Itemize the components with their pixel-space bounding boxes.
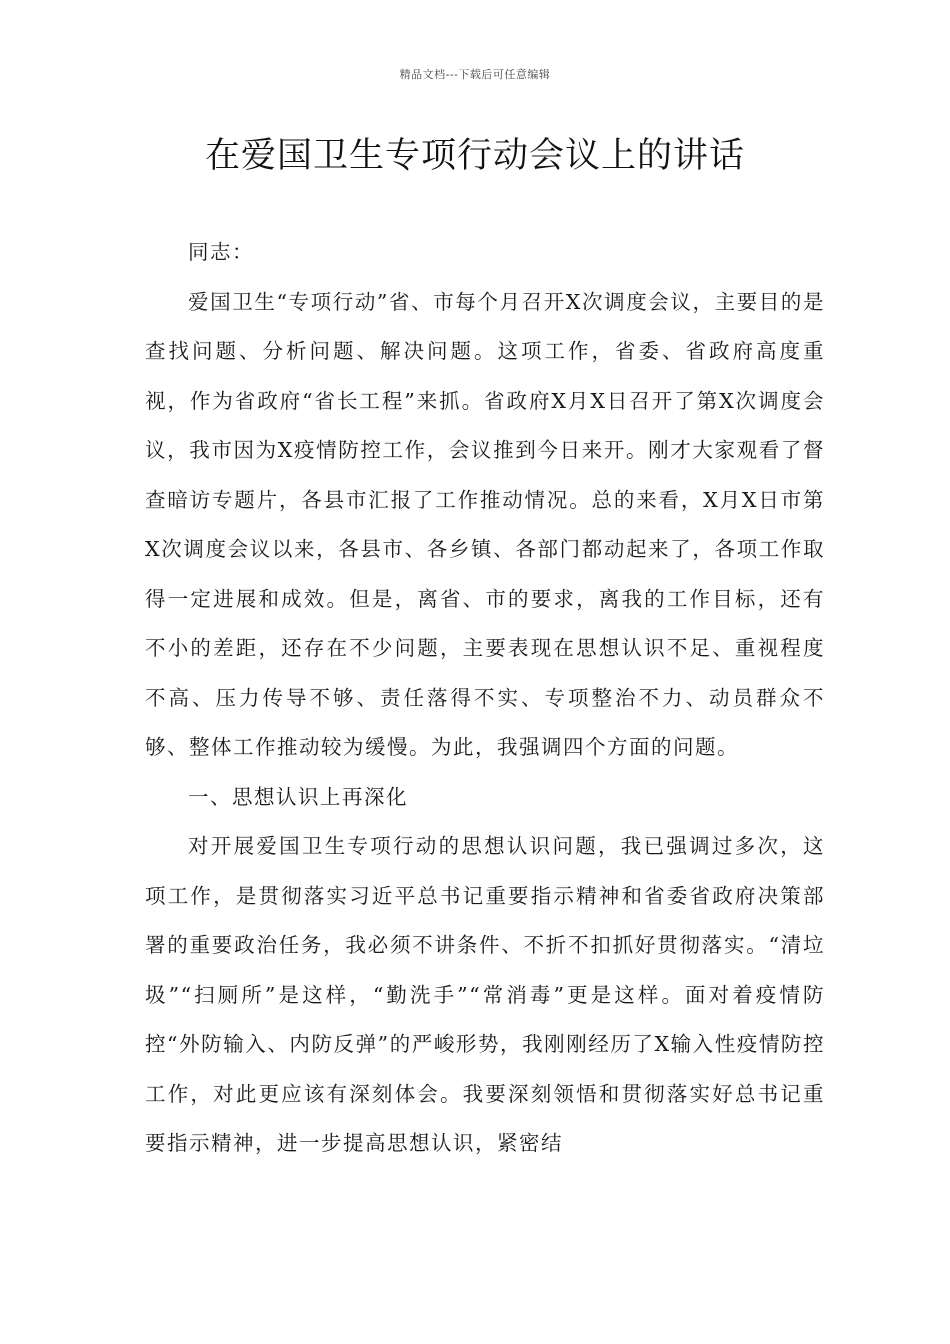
paragraph-section-1: 对开展爱国卫生专项行动的思想认识问题，我已强调过多次，这项工作，是贯彻落实习近平总书记重要指示精神和省委省政府决策部署的重要政治任务，我必须不讲条件、不折不扣抓好贯彻落实。“清垃圾”“扫厕所”是这样，“勤洗手”“常消毒”更是这样。面对着疫情防控“外防输入、内防反弹”的严峻形势，我刚刚经历了X输入性疫情防控工作，对此更应该有深刻体会。我要深刻领悟和贯彻落实好总书记重要指示精神，进一步提高思想认识，紧密结 — [145, 834, 825, 1155]
document-body — [145, 228, 825, 1169]
salutation: 同志： — [188, 240, 255, 264]
section-heading-1: 一、思想认识上再深化 — [188, 784, 409, 809]
paragraph-intro: 爱国卫生“专项行动”省、市每个月召开X次调度会议，主要目的是查找问题、分析问题、解决问题。这项工作，省委、省政府高度重视，作为省政府“省长工程”来抓。省政府X月X日召开了第X次调度会议，我市因为X疫情防控工作，会议推到今日来开。刚才大家观看了督查暗访专题片，各县市汇报了工作推动情况。总的来看，X月X日市第X次调度会议以来，各县市、各乡镇、各部门都动起来了，各项工作取得一定进展和成效。但是，离省、市的要求，离我的工作目标，还有不小的差距，还存在不少问题，主要表现在思想认识不足、重视程度不高、压力传导不够、责任落得不实、专项整治不力、动员群众不够、整体工作推动较为缓慢。为此，我强调四个方面的问题。 — [145, 289, 825, 759]
document-title: 在爱国卫生专项行动会议上的讲话 — [204, 136, 745, 176]
header-note: 精品文档---下载后可任意编辑 — [399, 68, 551, 81]
